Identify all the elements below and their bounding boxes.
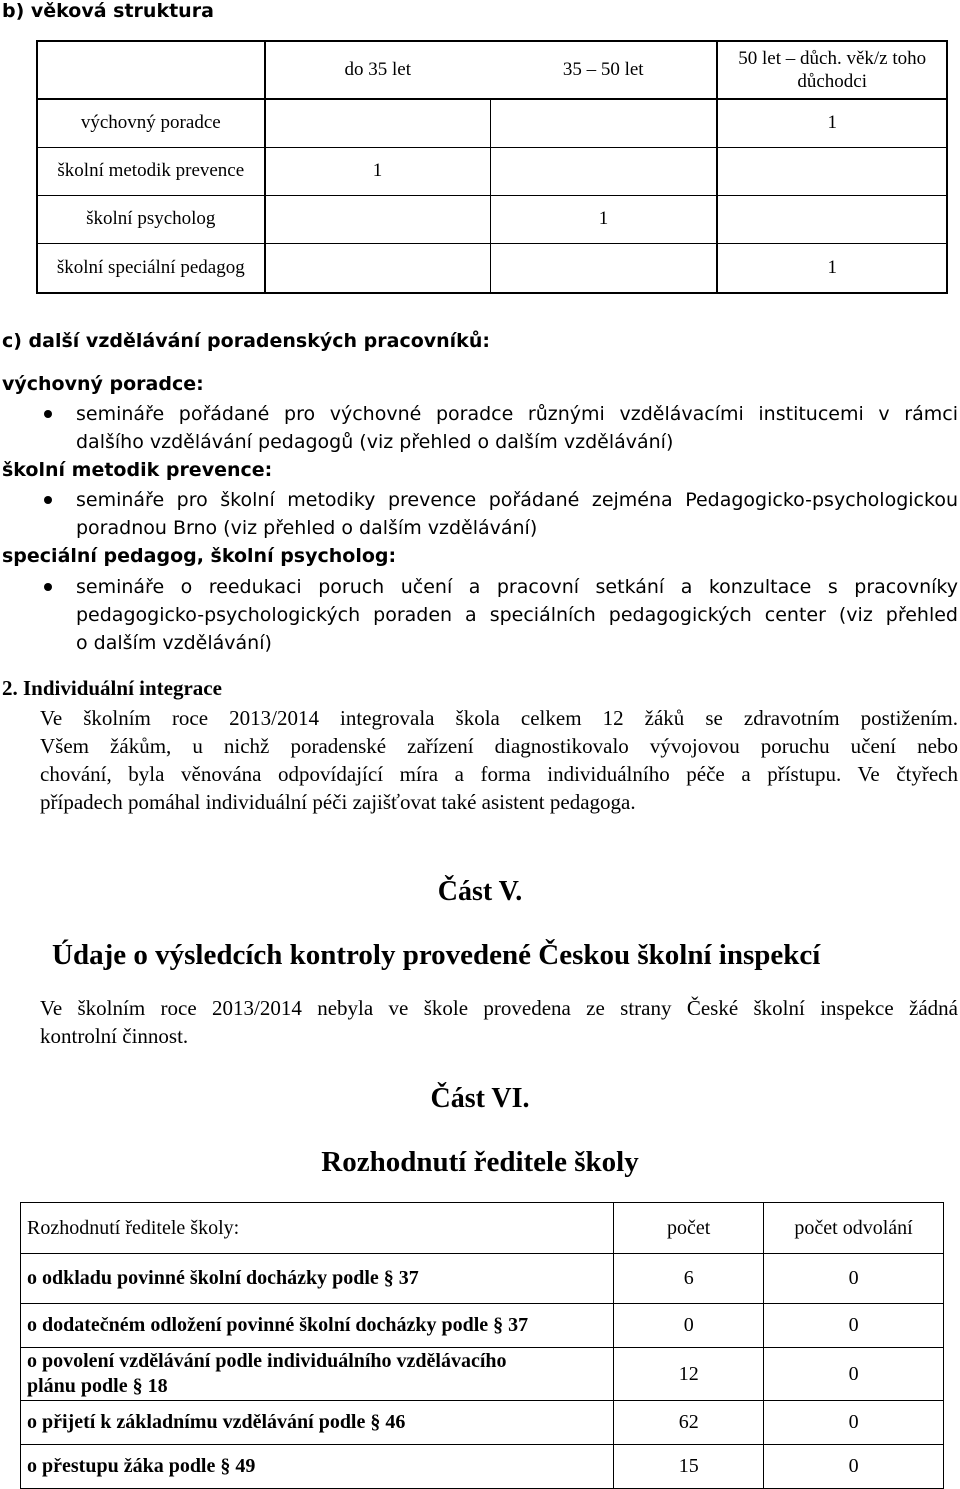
decision-text: o přestupu žáka podle § 49: [21, 1445, 614, 1489]
decision-count: 0: [614, 1304, 764, 1348]
decision-text-line-2: plánu podle § 18: [27, 1375, 168, 1397]
decision-appeals: 0: [764, 1401, 944, 1445]
table-row: [21, 1304, 944, 1348]
cell-under35: [265, 99, 490, 147]
table-row: [21, 1401, 944, 1445]
integration-heading: 2. Individuální integrace: [2, 676, 222, 700]
group-title-special: speciální pedagog, školní psycholog:: [2, 545, 397, 567]
decision-appeals: 0: [764, 1348, 944, 1401]
cell-under35: [265, 195, 490, 243]
group-title-counselor: výchovný poradce:: [2, 373, 204, 395]
table-row: [21, 1254, 944, 1304]
special-line-3: o dalším vzdělávání): [76, 632, 272, 654]
row-label: školní speciální pedagog: [37, 243, 265, 293]
decision-count: 15: [614, 1445, 764, 1489]
decision-count: 6: [614, 1254, 764, 1304]
header-decision: Rozhodnutí ředitele školy:: [21, 1203, 614, 1254]
row-label: výchovný poradce: [37, 99, 265, 147]
decision-text: o odkladu povinné školní docházky podle § 37: [21, 1254, 614, 1304]
row-label: školní psycholog: [37, 195, 265, 243]
age-structure-heading: b) věková struktura: [2, 0, 214, 22]
header-cell-35-50: 35 – 50 let: [490, 41, 717, 99]
integration-line-2: Všem žákům, u nichž poradenské zařízení diagnostikovalo vývojovou poruchu učení nebo: [40, 734, 958, 758]
bullet-icon: [44, 410, 52, 418]
cell-35-50: [490, 99, 717, 147]
header-appeals: počet odvolání: [764, 1203, 944, 1254]
bullet-icon: [44, 496, 52, 504]
special-line-2: pedagogicko-psychologických poraden a speciálních pedagogických center (viz přehled: [76, 604, 958, 626]
table-row: [21, 1445, 944, 1489]
cell-under35: 1: [265, 147, 490, 195]
header-count: počet: [614, 1203, 764, 1254]
table-row: [37, 99, 947, 147]
cell-under35: [265, 243, 490, 293]
decision-count: 62: [614, 1401, 764, 1445]
part5-subtitle: Údaje o výsledcích kontroly provedené Českou školní inspekcí: [52, 939, 821, 971]
table-row: [37, 147, 947, 195]
header-cell-50-retirement: 50 let – důch. věk/z toho důchodci: [717, 41, 947, 99]
part6-title: Část VI.: [430, 1083, 530, 1114]
cell-35-50: [490, 243, 717, 293]
integration-line-1: Ve školním roce 2013/2014 integrovala škola celkem 12 žáků se zdravotním postižením.: [40, 706, 958, 730]
cell-50-retirement: [717, 147, 947, 195]
decision-appeals: 0: [764, 1445, 944, 1489]
bullet-icon: [44, 583, 52, 591]
cell-50-retirement: 1: [717, 99, 947, 147]
table-header-row: [37, 41, 947, 99]
counselor-line-1: semináře pořádané pro výchovné poradce různými vzdělávacími institucemi v rámci: [76, 403, 958, 425]
row-label: školní metodik prevence: [37, 147, 265, 195]
decision-text: o dodatečném odložení povinné školní docházky podle § 37: [21, 1304, 614, 1348]
part5-line-1: Ve školním roce 2013/2014 nebyla ve škole provedena ze strany České školní inspekce žádná: [40, 996, 958, 1020]
header-cell-empty: [37, 41, 265, 99]
decision-count: 12: [614, 1348, 764, 1401]
group-title-prevention: školní metodik prevence:: [2, 459, 273, 481]
cell-50-retirement: [717, 195, 947, 243]
table-row: [37, 243, 947, 293]
cell-50-retirement: 1: [717, 243, 947, 293]
cell-35-50: [490, 147, 717, 195]
integration-line-3: chování, byla věnována odpovídající míra a forma individuálního péče a přístupu. Ve čtyřech: [40, 762, 958, 786]
decision-appeals: 0: [764, 1304, 944, 1348]
part6-subtitle: Rozhodnutí ředitele školy: [321, 1146, 639, 1178]
decision-text: o přijetí k základnímu vzdělávání podle § 46: [21, 1401, 614, 1445]
table-header-row: [21, 1203, 944, 1254]
further-education-heading: c) další vzdělávání poradenských pracovníků:: [2, 330, 490, 352]
header-cell-under35: do 35 let: [265, 41, 490, 99]
decision-text: [21, 1348, 614, 1401]
counselor-line-2: dalšího vzdělávání pedagogů (viz přehled o dalším vzdělávání): [76, 431, 674, 453]
part5-line-2: kontrolní činnost.: [40, 1024, 189, 1048]
decision-text-line-1: o povolení vzdělávání podle individuálního vzdělávacího: [27, 1350, 507, 1372]
cell-35-50: 1: [490, 195, 717, 243]
integration-line-4: případech pomáhal individuální péči zajišťovat také asistent pedagoga.: [40, 790, 636, 814]
table-row: [21, 1348, 944, 1401]
age-structure-table: [36, 40, 948, 294]
decisions-table: [20, 1202, 944, 1489]
prevention-line-2: poradnou Brno (viz přehled o dalším vzdělávání): [76, 517, 538, 539]
part5-title: Část V.: [437, 876, 523, 907]
table-row: [37, 195, 947, 243]
special-line-1: semináře o reedukaci poruch učení a pracovní setkání a konzultace s pracovníky: [76, 576, 958, 598]
decision-appeals: 0: [764, 1254, 944, 1304]
prevention-line-1: semináře pro školní metodiky prevence pořádané zejména Pedagogicko-psychologickou: [76, 489, 958, 511]
